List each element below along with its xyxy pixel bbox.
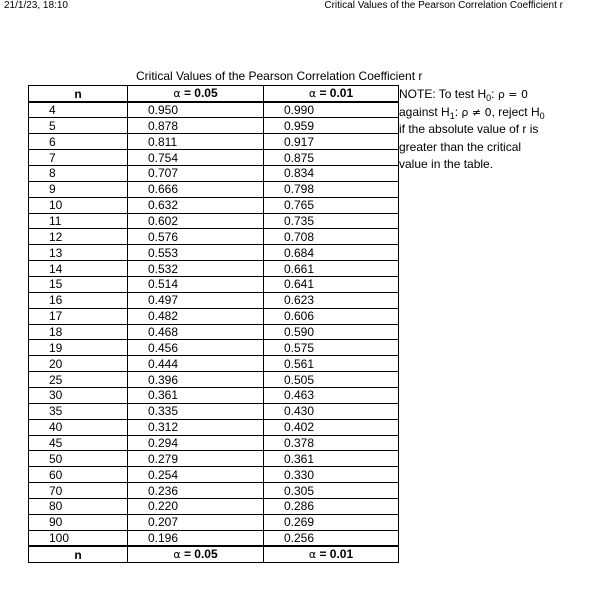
cell-a01: 0.575 [264, 340, 399, 356]
header-n: n [29, 86, 128, 103]
table-row [29, 403, 399, 419]
cell-n: 12 [29, 229, 128, 245]
cell-n: 100 [29, 530, 128, 546]
cell-n: 90 [29, 514, 128, 530]
cell-a01: 0.402 [264, 419, 399, 435]
cell-a05: 0.754 [128, 150, 264, 166]
cell-a01: 0.505 [264, 372, 399, 388]
cell-n: 40 [29, 419, 128, 435]
cell-a05: 0.207 [128, 514, 264, 530]
cell-a05: 0.602 [128, 213, 264, 229]
cell-a05: 0.279 [128, 451, 264, 467]
cell-a01: 0.641 [264, 276, 399, 292]
table-row [29, 165, 399, 181]
table-row [29, 372, 399, 388]
cell-a05: 0.220 [128, 498, 264, 514]
critical-values-table [28, 85, 399, 563]
header-a05: α = 0.05 [128, 86, 264, 103]
cell-a05: 0.666 [128, 181, 264, 197]
cell-n: 80 [29, 498, 128, 514]
note-line-2: against $H_1$: ρ ≠ 0, reject $H_0$ [399, 104, 545, 121]
print-page-title: Critical Values of the Pearson Correlation Coefficient r [324, 0, 563, 11]
cell-a01: 0.463 [264, 387, 399, 403]
cell-a01: 0.606 [264, 308, 399, 324]
cell-n: 5 [29, 118, 128, 134]
cell-n: 13 [29, 245, 128, 261]
table-row [29, 483, 399, 499]
table-row [29, 340, 399, 356]
cell-a05: 0.468 [128, 324, 264, 340]
cell-n: 35 [29, 403, 128, 419]
cell-n: 25 [29, 372, 128, 388]
cell-a05: 0.811 [128, 134, 264, 150]
print-timestamp: 21/1/23, 18:10 [4, 0, 68, 11]
cell-a01: 0.708 [264, 229, 399, 245]
table-row [29, 181, 399, 197]
table-row [29, 150, 399, 166]
cell-a01: 0.256 [264, 530, 399, 546]
cell-n: 4 [29, 102, 128, 118]
table-row [29, 435, 399, 451]
cell-a05: 0.312 [128, 419, 264, 435]
table-row [29, 514, 399, 530]
table-row [29, 292, 399, 308]
table-row [29, 308, 399, 324]
table-row [29, 451, 399, 467]
note-text [399, 86, 569, 174]
cell-n: 15 [29, 276, 128, 292]
cell-a01: 0.623 [264, 292, 399, 308]
table-row [29, 419, 399, 435]
cell-a05: 0.532 [128, 261, 264, 277]
note-line-3: if the absolute value of r is [399, 122, 539, 136]
table-row [29, 261, 399, 277]
table-row [29, 530, 399, 546]
cell-n: 19 [29, 340, 128, 356]
cell-n: 50 [29, 451, 128, 467]
table-row [29, 498, 399, 514]
cell-a01: 0.917 [264, 134, 399, 150]
cell-n: 11 [29, 213, 128, 229]
table-row [29, 229, 399, 245]
cell-n: 9 [29, 181, 128, 197]
note-line-4: greater than the critical [399, 139, 522, 154]
cell-a05: 0.553 [128, 245, 264, 261]
cell-a05: 0.335 [128, 403, 264, 419]
cell-a01: 0.430 [264, 403, 399, 419]
cell-a01: 0.330 [264, 467, 399, 483]
cell-n: 70 [29, 483, 128, 499]
cell-a01: 0.798 [264, 181, 399, 197]
cell-a05: 0.196 [128, 530, 264, 546]
note-line-5: value in the table. [399, 157, 494, 171]
cell-a01: 0.959 [264, 118, 399, 134]
cell-a05: 0.456 [128, 340, 264, 356]
footer-n: n [29, 546, 128, 563]
cell-a01: 0.684 [264, 245, 399, 261]
table-row [29, 324, 399, 340]
note-line-1: NOTE: To test $H_0$: ρ = 0 [399, 87, 529, 103]
cell-a05: 0.294 [128, 435, 264, 451]
cell-n: 10 [29, 197, 128, 213]
cell-n: 16 [29, 292, 128, 308]
table-row [29, 213, 399, 229]
table-row [29, 356, 399, 372]
table-row [29, 197, 399, 213]
cell-a05: 0.707 [128, 165, 264, 181]
cell-a01: 0.875 [264, 150, 399, 166]
cell-a01: 0.990 [264, 102, 399, 118]
footer-a05: α = 0.05 [128, 546, 264, 563]
cell-a05: 0.576 [128, 229, 264, 245]
cell-n: 8 [29, 165, 128, 181]
cell-a05: 0.497 [128, 292, 264, 308]
cell-n: 6 [29, 134, 128, 150]
cell-a01: 0.735 [264, 213, 399, 229]
cell-a05: 0.444 [128, 356, 264, 372]
table-row [29, 467, 399, 483]
cell-a05: 0.361 [128, 387, 264, 403]
cell-n: 7 [29, 150, 128, 166]
cell-a05: 0.396 [128, 372, 264, 388]
header-a01: α = 0.01 [264, 86, 399, 103]
cell-a05: 0.482 [128, 308, 264, 324]
footer-row [29, 546, 399, 563]
table-row [29, 245, 399, 261]
table-row [29, 387, 399, 403]
cell-a05: 0.632 [128, 197, 264, 213]
cell-a01: 0.286 [264, 498, 399, 514]
cell-a01: 0.661 [264, 261, 399, 277]
table-title: Critical Values of the Pearson Correlation Coefficient r [136, 69, 423, 83]
cell-n: 45 [29, 435, 128, 451]
cell-n: 20 [29, 356, 128, 372]
cell-a05: 0.514 [128, 276, 264, 292]
cell-a01: 0.378 [264, 435, 399, 451]
cell-a05: 0.236 [128, 483, 264, 499]
table-row [29, 134, 399, 150]
cell-a05: 0.254 [128, 467, 264, 483]
header-row [29, 86, 399, 103]
cell-n: 14 [29, 261, 128, 277]
cell-n: 30 [29, 387, 128, 403]
cell-n: 17 [29, 308, 128, 324]
footer-a01: α = 0.01 [264, 546, 399, 563]
cell-n: 18 [29, 324, 128, 340]
cell-a01: 0.561 [264, 356, 399, 372]
cell-a05: 0.950 [128, 102, 264, 118]
cell-n: 60 [29, 467, 128, 483]
table-row [29, 276, 399, 292]
cell-a05: 0.878 [128, 118, 264, 134]
cell-a01: 0.305 [264, 483, 399, 499]
cell-a01: 0.834 [264, 165, 399, 181]
table-row [29, 118, 399, 134]
cell-a01: 0.765 [264, 197, 399, 213]
cell-a01: 0.269 [264, 514, 399, 530]
table-row [29, 102, 399, 118]
cell-a01: 0.590 [264, 324, 399, 340]
cell-a01: 0.361 [264, 451, 399, 467]
